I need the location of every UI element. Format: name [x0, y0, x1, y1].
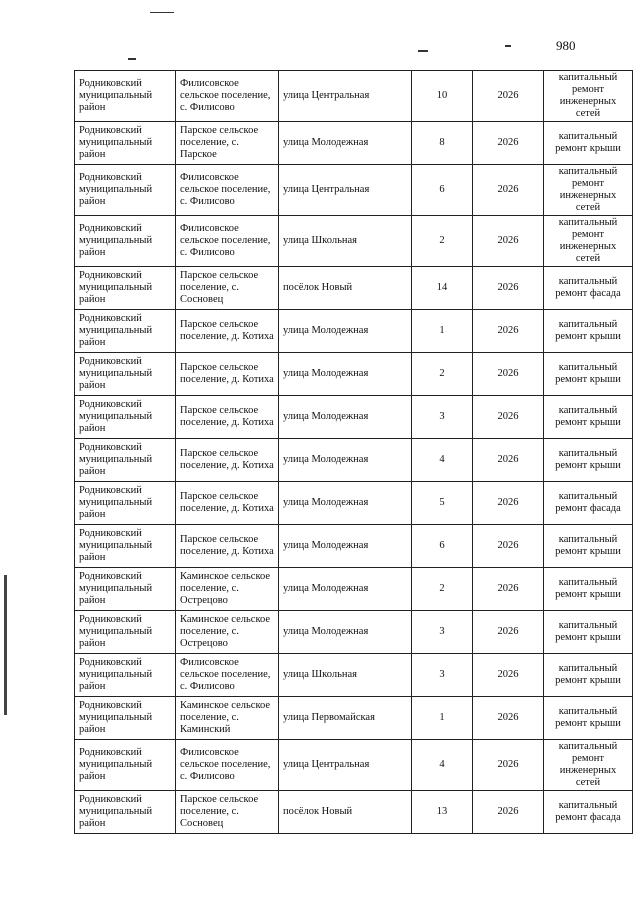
settlement-cell: Каминское сельское поселение, с. Острецово — [176, 611, 279, 654]
settlement-cell: Парское сельское поселение, с. Парское — [176, 122, 279, 165]
work-type-cell: капитальный ремонт крыши — [544, 122, 633, 165]
settlement-cell: Парское сельское поселение, д. Котиха — [176, 482, 279, 525]
year-cell: 2026 — [473, 165, 544, 216]
work-type-cell: капитальный ремонт инженерных сетей — [544, 71, 633, 122]
table-row — [75, 697, 633, 740]
house-number-cell: 6 — [412, 165, 473, 216]
table-row — [75, 740, 633, 791]
year-cell: 2026 — [473, 568, 544, 611]
district-cell: Родниковский муниципальный район — [75, 122, 176, 165]
settlement-cell: Каминское сельское поселение, с. Острецово — [176, 568, 279, 611]
work-type-cell: капитальный ремонт фасада — [544, 791, 633, 834]
house-number-cell: 8 — [412, 122, 473, 165]
table-row — [75, 165, 633, 216]
table-row — [75, 310, 633, 353]
scan-edge-bar — [4, 575, 7, 715]
district-cell: Родниковский муниципальный район — [75, 525, 176, 568]
year-cell: 2026 — [473, 353, 544, 396]
street-cell: улица Молодежная — [279, 482, 412, 525]
year-cell: 2026 — [473, 396, 544, 439]
year-cell: 2026 — [473, 791, 544, 834]
house-number-cell: 3 — [412, 654, 473, 697]
house-number-cell: 4 — [412, 439, 473, 482]
settlement-cell: Филисовское сельское поселение, с. Филисово — [176, 654, 279, 697]
street-cell: улица Центральная — [279, 165, 412, 216]
table-row — [75, 791, 633, 834]
street-cell: улица Молодежная — [279, 525, 412, 568]
house-number-cell: 2 — [412, 353, 473, 396]
settlement-cell: Филисовское сельское поселение, с. Филисово — [176, 740, 279, 791]
work-type-cell: капитальный ремонт фасада — [544, 267, 633, 310]
district-cell: Родниковский муниципальный район — [75, 791, 176, 834]
district-cell: Родниковский муниципальный район — [75, 216, 176, 267]
table-row — [75, 122, 633, 165]
year-cell: 2026 — [473, 482, 544, 525]
district-cell: Родниковский муниципальный район — [75, 439, 176, 482]
house-number-cell: 2 — [412, 568, 473, 611]
year-cell: 2026 — [473, 122, 544, 165]
year-cell: 2026 — [473, 611, 544, 654]
house-number-cell: 2 — [412, 216, 473, 267]
district-cell: Родниковский муниципальный район — [75, 353, 176, 396]
table-row — [75, 568, 633, 611]
settlement-cell: Филисовское сельское поселение, с. Филисово — [176, 165, 279, 216]
table-row — [75, 216, 633, 267]
work-type-cell: капитальный ремонт инженерных сетей — [544, 740, 633, 791]
table-row — [75, 611, 633, 654]
year-cell: 2026 — [473, 310, 544, 353]
district-cell: Родниковский муниципальный район — [75, 740, 176, 791]
page-number: 980 — [556, 38, 576, 53]
scan-mark — [418, 50, 428, 52]
work-type-cell: капитальный ремонт крыши — [544, 654, 633, 697]
registry-table-body — [75, 71, 633, 834]
work-type-cell: капитальный ремонт крыши — [544, 568, 633, 611]
scan-mark — [150, 12, 174, 13]
street-cell: улица Молодежная — [279, 611, 412, 654]
settlement-cell: Парское сельское поселение, д. Котиха — [176, 353, 279, 396]
street-cell: улица Центральная — [279, 740, 412, 791]
street-cell: улица Центральная — [279, 71, 412, 122]
street-cell: улица Школьная — [279, 654, 412, 697]
table-row — [75, 654, 633, 697]
work-type-cell: капитальный ремонт крыши — [544, 353, 633, 396]
work-type-cell: капитальный ремонт крыши — [544, 611, 633, 654]
year-cell: 2026 — [473, 654, 544, 697]
settlement-cell: Парское сельское поселение, с. Сосновец — [176, 791, 279, 834]
street-cell: посёлок Новый — [279, 791, 412, 834]
table-row — [75, 439, 633, 482]
settlement-cell: Каминское сельское поселение, с. Каминский — [176, 697, 279, 740]
district-cell: Родниковский муниципальный район — [75, 396, 176, 439]
year-cell: 2026 — [473, 71, 544, 122]
house-number-cell: 6 — [412, 525, 473, 568]
street-cell: улица Молодежная — [279, 439, 412, 482]
table-row — [75, 396, 633, 439]
table-row — [75, 267, 633, 310]
street-cell: улица Молодежная — [279, 122, 412, 165]
street-cell: улица Молодежная — [279, 310, 412, 353]
settlement-cell: Филисовское сельское поселение, с. Филисово — [176, 71, 279, 122]
house-number-cell: 14 — [412, 267, 473, 310]
settlement-cell: Парское сельское поселение, д. Котиха — [176, 525, 279, 568]
district-cell: Родниковский муниципальный район — [75, 165, 176, 216]
district-cell: Родниковский муниципальный район — [75, 310, 176, 353]
district-cell: Родниковский муниципальный район — [75, 482, 176, 525]
work-type-cell: капитальный ремонт инженерных сетей — [544, 165, 633, 216]
settlement-cell: Парское сельское поселение, д. Котиха — [176, 439, 279, 482]
work-type-cell: капитальный ремонт фасада — [544, 482, 633, 525]
scan-mark — [128, 58, 136, 60]
district-cell: Родниковский муниципальный район — [75, 611, 176, 654]
house-number-cell: 4 — [412, 740, 473, 791]
year-cell: 2026 — [473, 740, 544, 791]
work-type-cell: капитальный ремонт крыши — [544, 310, 633, 353]
work-type-cell: капитальный ремонт крыши — [544, 525, 633, 568]
work-type-cell: капитальный ремонт крыши — [544, 697, 633, 740]
settlement-cell: Филисовское сельское поселение, с. Филисово — [176, 216, 279, 267]
scan-mark — [505, 45, 511, 47]
year-cell: 2026 — [473, 697, 544, 740]
year-cell: 2026 — [473, 525, 544, 568]
street-cell: улица Первомайская — [279, 697, 412, 740]
street-cell: улица Молодежная — [279, 396, 412, 439]
house-number-cell: 10 — [412, 71, 473, 122]
year-cell: 2026 — [473, 216, 544, 267]
house-number-cell: 3 — [412, 396, 473, 439]
street-cell: улица Школьная — [279, 216, 412, 267]
settlement-cell: Парское сельское поселение, д. Котиха — [176, 396, 279, 439]
street-cell: улица Молодежная — [279, 353, 412, 396]
district-cell: Родниковский муниципальный район — [75, 568, 176, 611]
registry-table — [74, 70, 633, 834]
street-cell: посёлок Новый — [279, 267, 412, 310]
work-type-cell: капитальный ремонт крыши — [544, 396, 633, 439]
table-row — [75, 353, 633, 396]
house-number-cell: 5 — [412, 482, 473, 525]
work-type-cell: капитальный ремонт инженерных сетей — [544, 216, 633, 267]
table-row — [75, 71, 633, 122]
settlement-cell: Парское сельское поселение, с. Сосновец — [176, 267, 279, 310]
house-number-cell: 1 — [412, 697, 473, 740]
district-cell: Родниковский муниципальный район — [75, 71, 176, 122]
house-number-cell: 1 — [412, 310, 473, 353]
house-number-cell: 3 — [412, 611, 473, 654]
year-cell: 2026 — [473, 439, 544, 482]
street-cell: улица Молодежная — [279, 568, 412, 611]
district-cell: Родниковский муниципальный район — [75, 267, 176, 310]
settlement-cell: Парское сельское поселение, д. Котиха — [176, 310, 279, 353]
year-cell: 2026 — [473, 267, 544, 310]
table-row — [75, 525, 633, 568]
work-type-cell: капитальный ремонт крыши — [544, 439, 633, 482]
house-number-cell: 13 — [412, 791, 473, 834]
table-row — [75, 482, 633, 525]
district-cell: Родниковский муниципальный район — [75, 697, 176, 740]
district-cell: Родниковский муниципальный район — [75, 654, 176, 697]
